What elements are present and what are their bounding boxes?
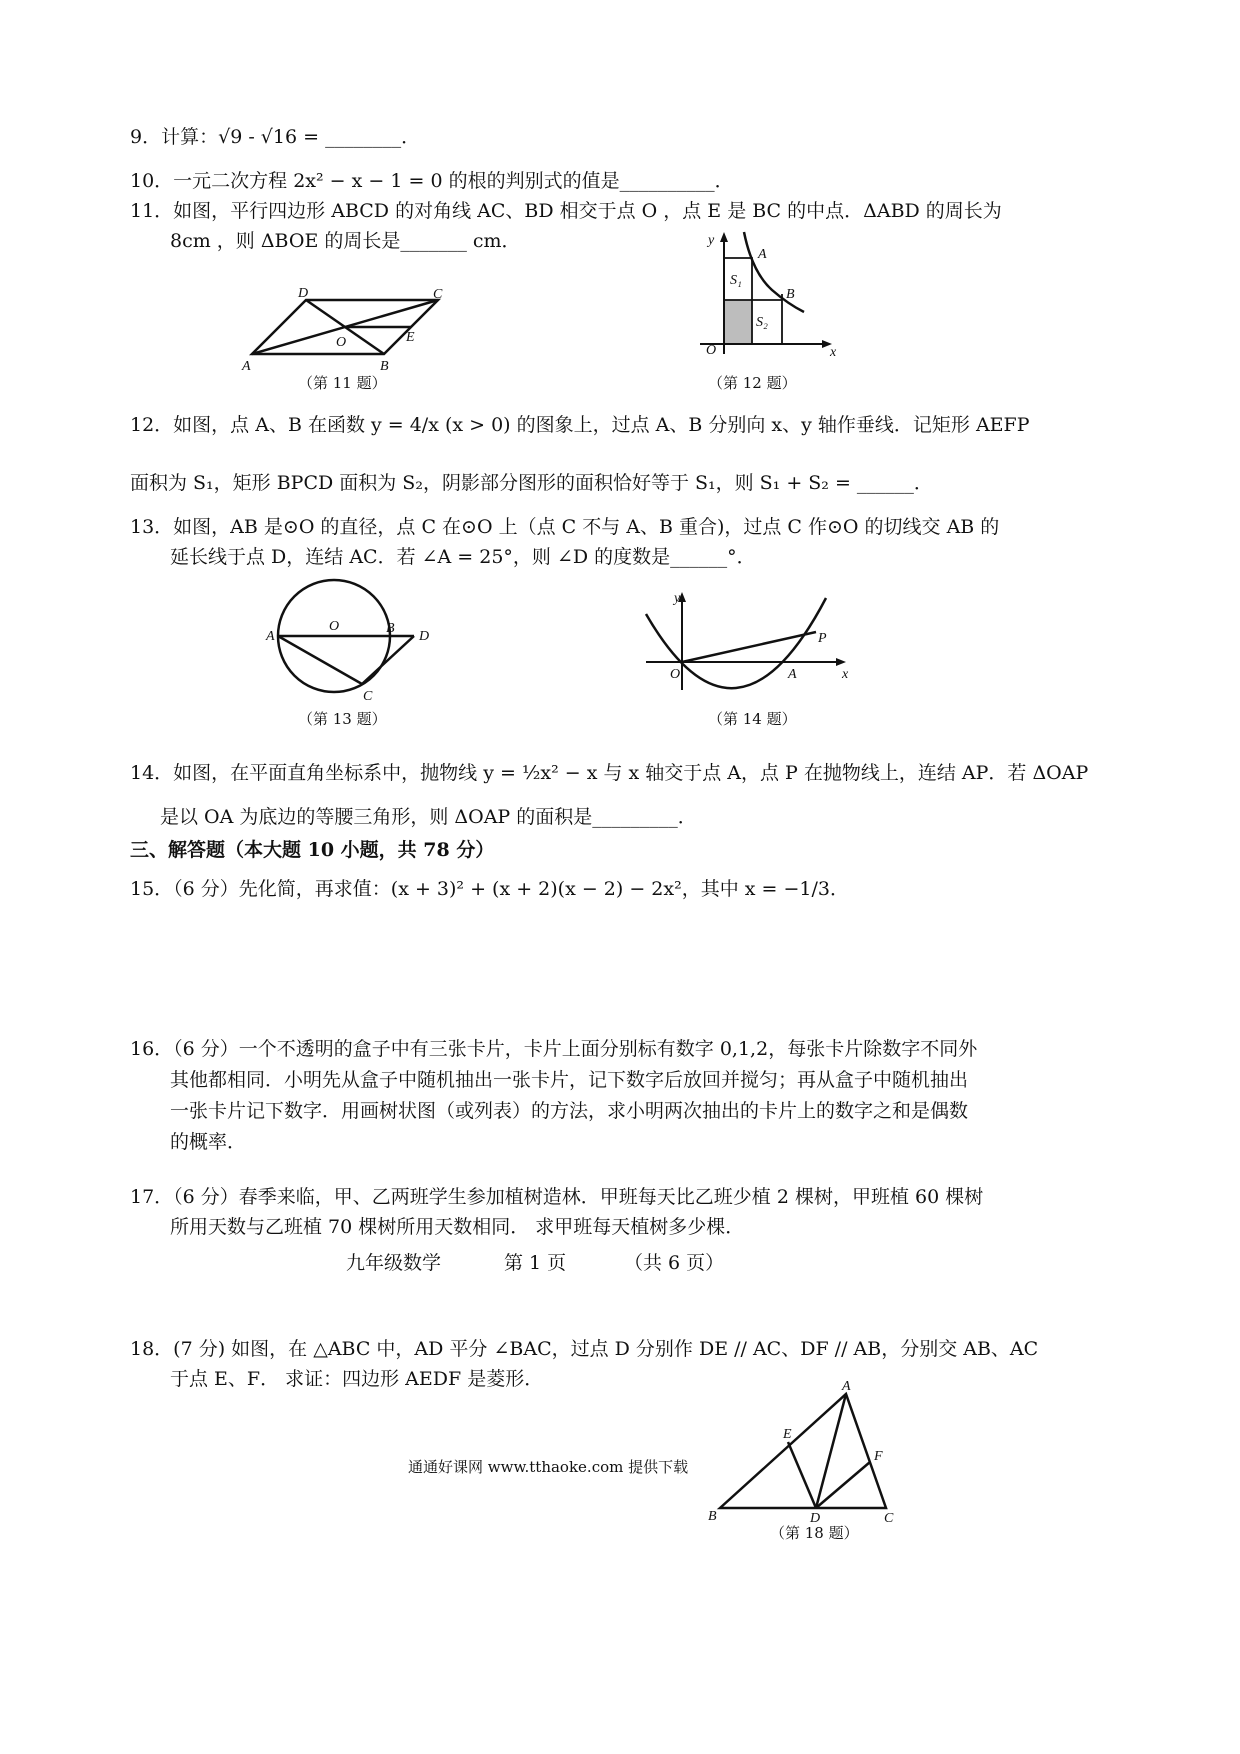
label-d: D <box>810 1511 821 1526</box>
question-16-cont-3: 的概率． <box>170 1131 247 1153</box>
label-y: y <box>708 233 715 248</box>
figure-11 <box>240 288 460 378</box>
label-c: C <box>884 1511 894 1526</box>
label-o: O <box>670 667 681 682</box>
label-b: B <box>786 287 795 302</box>
question-17: 17．（6 分）春季来临，甲、乙两班学生参加植树造林．甲班每天比乙班少植 2 棵树，甲班植 60 棵树 <box>130 1186 984 1208</box>
question-12: 12．如图，点 A、B 在函数 y = 4/x (x > 0) 的图象上，过点 A、B 分别向 x、y 轴作垂线．记矩形 AEFP <box>130 414 1030 436</box>
label-p: P <box>818 631 827 646</box>
question-11-cont: 8cm ，则 ΔBOE 的周长是_______ cm． <box>170 230 521 252</box>
question-11: 11．如图，平行四边形 ABCD 的对角线 AC、BD 相交于点 O ，点 E 是 BC 的中点．ΔABD 的周长为 <box>130 200 1002 222</box>
label-o: O <box>329 619 340 634</box>
question-9: 9．计算：√9 - √16 = ________． <box>130 126 421 148</box>
label-b: B <box>380 359 389 374</box>
caption-13: （第 13 题） <box>298 710 387 728</box>
label-c: C <box>363 689 373 704</box>
x-axis-arrow <box>836 658 846 666</box>
question-16: 16．（6 分）一个不透明的盒子中有三张卡片，卡片上面分别标有数字 0,1,2，每张卡片除数字不同外 <box>130 1038 978 1060</box>
footer-total: （共 6 页） <box>624 1252 725 1274</box>
label-e: E <box>406 330 415 345</box>
label-f: F <box>874 1449 883 1464</box>
download-credit: 通通好课网 www.tthaoke.com 提供下载 <box>408 1458 689 1476</box>
label-c: C <box>433 287 443 302</box>
question-14: 14．如图，在平面直角坐标系中，抛物线 y = ½x² − x 与 x 轴交于点 A，点 P 在抛物线上，连结 AP．若 ΔOAP <box>130 762 1089 784</box>
question-13: 13．如图，AB 是⊙O 的直径，点 C 在⊙O 上（点 C 不与 A、B 重合)，过点 C 作⊙O 的切线交 AB 的 <box>130 516 1000 538</box>
bisector-ad <box>816 1394 846 1508</box>
label-o: O <box>336 335 347 350</box>
figure-14 <box>646 590 856 700</box>
caption-18: （第 18 题） <box>770 1524 859 1542</box>
tangent-cd <box>362 636 414 684</box>
label-b: B <box>708 1509 717 1524</box>
figure-13 <box>262 584 442 704</box>
label-b: B <box>386 621 395 636</box>
label-a: A <box>758 247 767 262</box>
label-a: A <box>788 667 797 682</box>
segment-de <box>788 1442 816 1508</box>
label-o: O <box>706 343 717 358</box>
triangle-abc <box>720 1394 886 1508</box>
section-heading: 三、解答题（本大题 10 小题，共 78 分） <box>130 839 495 861</box>
caption-14: （第 14 题） <box>708 710 797 728</box>
label-e: E <box>783 1427 792 1442</box>
caption-12: （第 12 题） <box>708 374 797 392</box>
shaded-region <box>724 300 752 344</box>
footer-subject: 九年级数学 <box>346 1252 442 1274</box>
figure-18 <box>706 1379 906 1526</box>
question-13-cont: 延长线于点 D，连结 AC．若 ∠A = 25°，则 ∠D 的度数是______°． <box>170 546 756 568</box>
question-14-cont: 是以 OA 为底边的等腰三角形，则 ΔOAP 的面积是_________． <box>160 806 697 828</box>
label-d: D <box>419 629 430 644</box>
question-15: 15．（6 分）先化简，再求值：(x + 3)² + (x + 2)(x − 2) − 2x²，其中 x = −1/3． <box>130 878 849 900</box>
question-16-cont-2: 一张卡片记下数字．用画树状图（或列表）的方法，求小明两次抽出的卡片上的数字之和是偶数 <box>170 1100 969 1122</box>
label-d: D <box>298 286 309 301</box>
label-a: A <box>842 1379 851 1394</box>
caption-11: （第 11 题） <box>298 374 387 392</box>
question-17-cont: 所用天数与乙班植 70 棵树所用天数相同． 求甲班每天植树多少棵． <box>170 1216 745 1238</box>
label-s1: S₁ <box>730 273 742 288</box>
question-18-cont: 于点 E、F． 求证：四边形 AEDF 是菱形． <box>170 1368 544 1390</box>
label-y: y <box>674 591 681 606</box>
segment-df <box>816 1462 870 1508</box>
y-axis-arrow <box>720 232 728 242</box>
label-s2: S₂ <box>756 315 768 330</box>
question-12-cont: 面积为 S₁，矩形 BPCD 面积为 S₂，阴影部分图形的面积恰好等于 S₁，则 S₁ + S₂ = ______． <box>130 472 933 494</box>
label-x: x <box>830 345 837 360</box>
question-10: 10．一元二次方程 2x² − x − 1 = 0 的根的判别式的值是__________． <box>130 170 734 192</box>
label-x: x <box>842 667 849 682</box>
label-a: A <box>266 629 275 644</box>
question-16-cont-1: 其他都相同．小明先从盒子中随机抽出一张卡片，记下数字后放回并搅匀；再从盒子中随机抽出 <box>170 1069 969 1091</box>
question-18: 18．(7 分) 如图，在 △ABC 中，AD 平分 ∠BAC，过点 D 分别作 DE // AC、DF // AB，分别交 AB、AC <box>130 1338 1039 1360</box>
footer-page: 第 1 页 <box>504 1252 567 1274</box>
chord-ac <box>278 636 362 684</box>
label-a: A <box>242 359 251 374</box>
figure-12 <box>700 232 840 362</box>
